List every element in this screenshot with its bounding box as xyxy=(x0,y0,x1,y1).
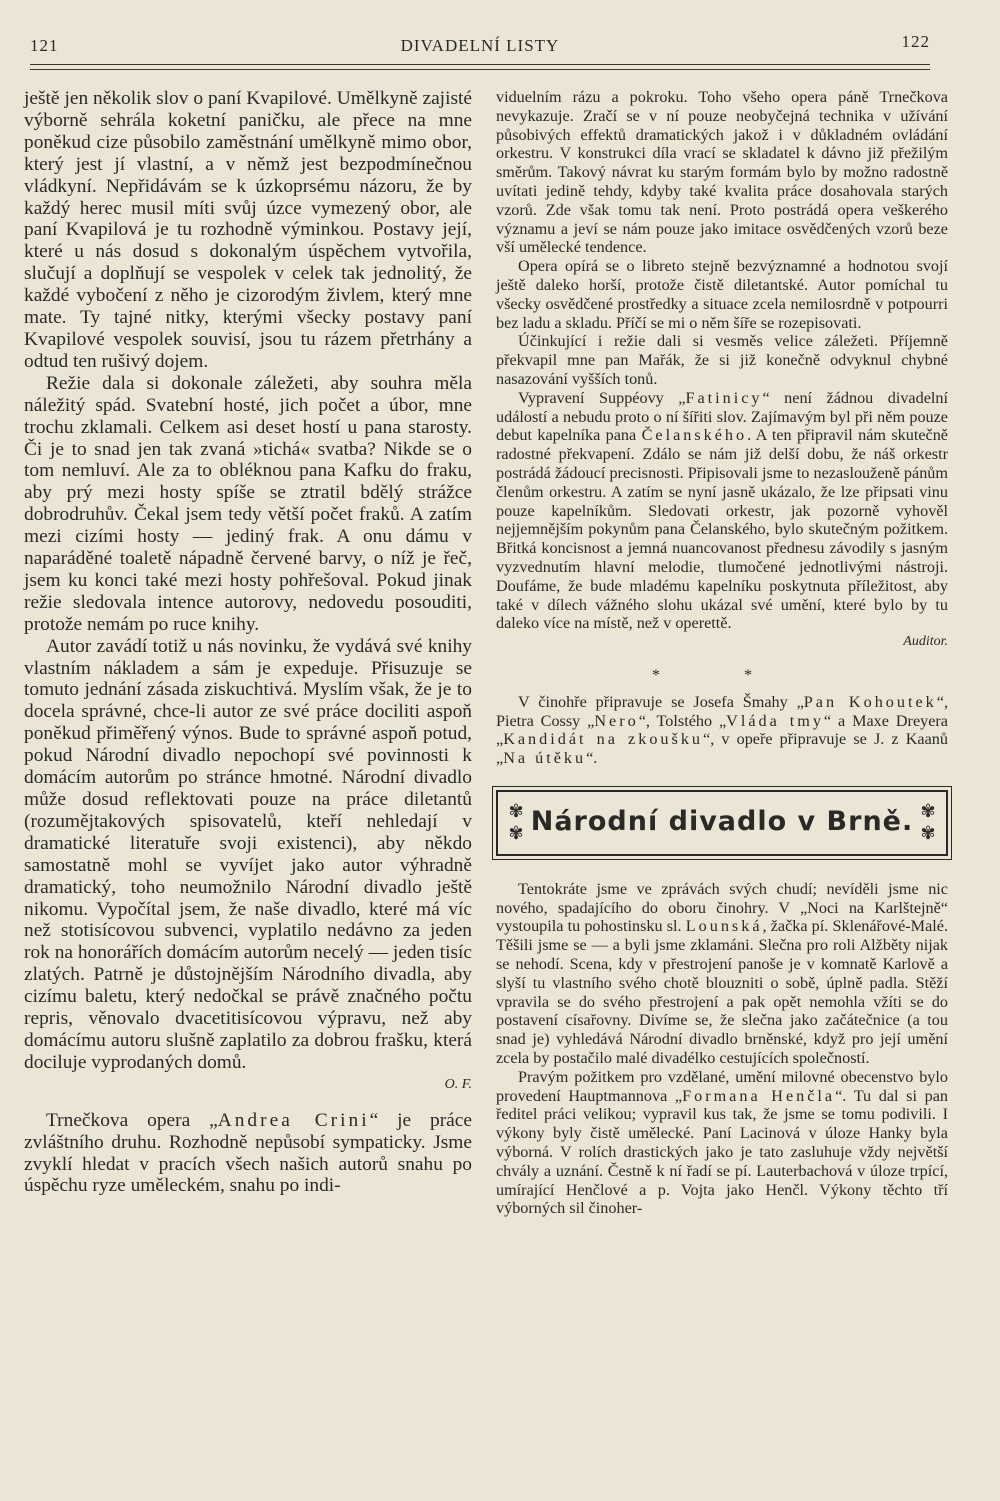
paragraph: Trnečkova opera „Andrea Crini“ je práce zvláštního druhu. Rozhodně nepůsobí sympaticky. Jsme zvyklí hledat v pracích všech našich autorů snahu po úspěchu ryze uměleckém, snahu po indi- xyxy=(24,1109,472,1197)
title-spaced: Andrea Crini xyxy=(217,1109,370,1131)
name-spaced: Lounská xyxy=(685,917,763,936)
journal-title: DIVADELNÍ LISTY xyxy=(400,36,560,55)
page-header xyxy=(30,30,930,60)
signature: Auditor. xyxy=(903,634,948,650)
flower-ornament-icon: ✾ ✾ xyxy=(920,800,936,843)
paragraph: Vypravení Suppéovy „Fatinicy“ není žádnou divadelní událostí a nebudu proto o ní šířiti slov. Zajímavým byl při něm pouze debut kapelníka pana Čelanského. A ten připravil nám skutečně radostné překvapení. Zdálo se nám již delší dobu, že náš orkestr postrádá žádoucí precisnosti. Připisovali jsme to nezaslouženě pánům členům orkestru. A zatím se nyní jasně ukázalo, že lze připsati vinu pouze kapelníkům. Sledovati orkestr, jak pozorně vyhověl nejjemnějším pokynům pana Čelanského, bylo skutečným požitkem. Břitká koncisnost a jemná nuancovanost přednesu závodily s jasným vyzvednutím hlavní melodie, tlumočené jednotlivými nástroji. Doufáme, že bude mladému kapelníku poskytnuta příležitost, aby také v dílech vážného slohu ukázal své umění, které bylo by tu daleko více na místě, než v operettě. xyxy=(496,388,948,633)
section-banner xyxy=(496,790,948,856)
paragraph: Opera opírá se o libreto stejně bezvýznamné a hodnotou svojí ještě daleko horší, protože čistě diletantské. Autor pomíchal tu všecky osvědčené prostředky a situace zcela nemilosrdně v potpourri bez ladu a skladu. Příčí se mi o něm šíře se rozepisovati. xyxy=(496,257,948,332)
right-column xyxy=(496,88,948,1218)
paragraph: Tentokráte jsme ve zprávách svých chudí; nevíděli jsme nic nového, spadajícího do oboru činohry. V „Noci na Karlštejně“ vystoupila tu pohostinsku sl. Lounská, žačka pí. Sklenářové-Malé. Těšili jsme se — a byli jsme zklamáni. Slečna pro roli Alžběty nijak se nehodí. Scena, kdy v přestrojení panoše je v komnatě Karlově a slyší tu vlastního svého chotě blouzniti o sobě, úplně padla. Stěží vpravila se do svého přestrojení a pak opět nemohla vžíti se do postavení císařovny. Divíme se, že slečna jako začátečnice (a tou snad je) vyhledává Národní divadlo brněnské, když pro její umění zcela by postačilo malé divadélko cestujících společností. xyxy=(496,879,948,1068)
title-spaced: Formana Henčla xyxy=(682,1086,836,1105)
paragraph: ještě jen několik slov o paní Kvapilové. Umělkyně zajisté výborně sehrála koketní paničku, ale přece na mne poněkud cize působilo zaměstnání umělkyně mimo obor, který jest jí vlastní, a v němž jest bezpodmínečnou vládkyní. Nepřidávám se k úzkoprsému názoru, že by každý herec musil míti svůj úzce vymezený obor, ale paní Kvapilová je tu rozhodně výminkou. Postavy její, které u nás dosud s dokonalým úspěchem vytvořila, slučují a doplňují se vespolek v celek tak jednolitý, že každé vybočení z něho je cizorodým živlem, který mne mate. Ty tajné nitky, kterými všecky postavy paní Kvapilové vespolek souvisí, jsou tu rázem přetrhány a odtud ten rušivý dojem. xyxy=(24,88,472,372)
section-heading: Národní divadlo v Brně. xyxy=(530,806,914,838)
left-column xyxy=(24,88,472,1197)
paragraph: V činohře připravuje se Josefa Šmahy „Pan Kohoutek“, Pietra Cossy „Nero“, Tolstého „Vláda tmy“ a Maxe Dreyera „Kandidát na zkoušku“, v opeře připravuje se J. z Kaanů „Na útěku“. xyxy=(496,692,949,768)
paragraph: viduelním rázu a pokroku. Toho všeho opera páně Trnečkova nevykazuje. Zračí se v ní pouze neobyčejná technika v užívání působivých effektů dramatických jakož i v důkladném ovládání orkestru. V konstrukci díla vrací se skladatel k dávno již přežilým směrům. Takový návrat ku starým formám bylo by možno radostně uvítati jedině tehdy, kdyby také kvalita práce dosahovala starých vzorů. Zde však tomu tak není. Proto postrádá opera veškerého významu a jeví se nám pouze jako imitace osvědčených vzorů beze vší umělecké tendence. xyxy=(496,88,948,257)
flower-ornament-icon: ✾ ✾ xyxy=(508,800,524,843)
header-rule-bottom xyxy=(30,69,930,70)
paragraph: Účinkující i režie dali si vesměs velice záležeti. Příjemně překvapil mne pan Mařák, že si již konečně odvyknul chybné nasazování vyšších tonů. xyxy=(496,332,948,388)
header-rule-top xyxy=(30,64,930,65)
title-spaced: Fatinicy xyxy=(685,388,763,407)
paragraph: Autor zavádí totiž u nás novinku, že vydává své knihy vlastním nákladem a sám je expeduje. Přisuzuje se tomuto jednání zásada ziskuchtivá. Myslím však, že je to docela správné, chce-li autor ze své práce dociliti aspoň poněkud přiměřený výnos. Bude to správné aspoň potud, pokud Národní divadlo nepochopí své povinnosti k domácím autorům po stránce hmotné. Národní divadlo může dosud reflektovati pouze na práce diletantů (rozumějtakových spisovatelů, kteří nehledají v dramatické literatuře svoji existenci), aby někdo samostatně mohl se vyvíjet jako autor výhradně dramatický, toho neumožnilo Národní divadlo ještě nikomu. Vypočítal jsem, že naše divadlo, které má víc než stotisícovou subvenci, vyplatilo nedávno za jeden rok na honorářích domácím autorům necelý — jeden tisíc zlatých. Patrně je důstojnějším Národního divadla, aby cizímu baletu, který nedočkal se právě značného počtu repris, věnovalo dvacetitisícovou výpravu, než aby domácímu autoru slušně zaplatilo za dobrou frašku, která dociluje vyprodaných domů. xyxy=(24,635,472,1073)
section-stars: * * xyxy=(651,665,793,684)
signature: O. F. xyxy=(444,1076,472,1092)
page-number-left: 121 xyxy=(30,36,59,55)
paragraph: Režie dala si dokonale záležeti, aby souhra měla náležitý spád. Svatební hosté, jich počet a úbor, mne trochu zklamali. Celkem asi deset hostí u pana starosty. Či je to snad jen tak zvaná »tichá« svatba? Nikde se o tom nemluví. Ale za to obléknou pana Kafku do fraku, aby prý mezi hosty spíše se ztratil bdělý strážce dobrodruhův. Čekal jsem tedy větší počet fraků. A zatím mezi cizími hosty — jediný frak. A onu dámu v naparáděné toaletě nápadně červené barvy, o níž je řeč, jsem ku konci také mezi hosty pohřešoval. Pokud jinak režie sledovala intence autorovy, nedovedu posouditi, protože nemám po ruce knihy. xyxy=(24,372,472,635)
paragraph: Pravým požitkem pro vzdělané, umění milovné obecenstvo bylo provedení Hauptmannova „Formana Henčla“. Tu dal si pan ředitel práci velikou; vypravil kus tak, že jsme se tomu podivili. I výkony byly čistě umělecké. Paní Lacinová v úloze Hanky byla výborná. V rolích drastických jako je tato zasluhuje vždy největší chvály a uznání. Čestně k ní řadí se pí. Lauterbachová v úloze trpící, umírající Henčlové a p. Vojta jako Henčl. Výkony těchto tří výborných sil činoher- xyxy=(496,1067,948,1218)
page-number-right: 122 xyxy=(901,32,930,51)
name-spaced: Čelanského xyxy=(641,426,748,445)
